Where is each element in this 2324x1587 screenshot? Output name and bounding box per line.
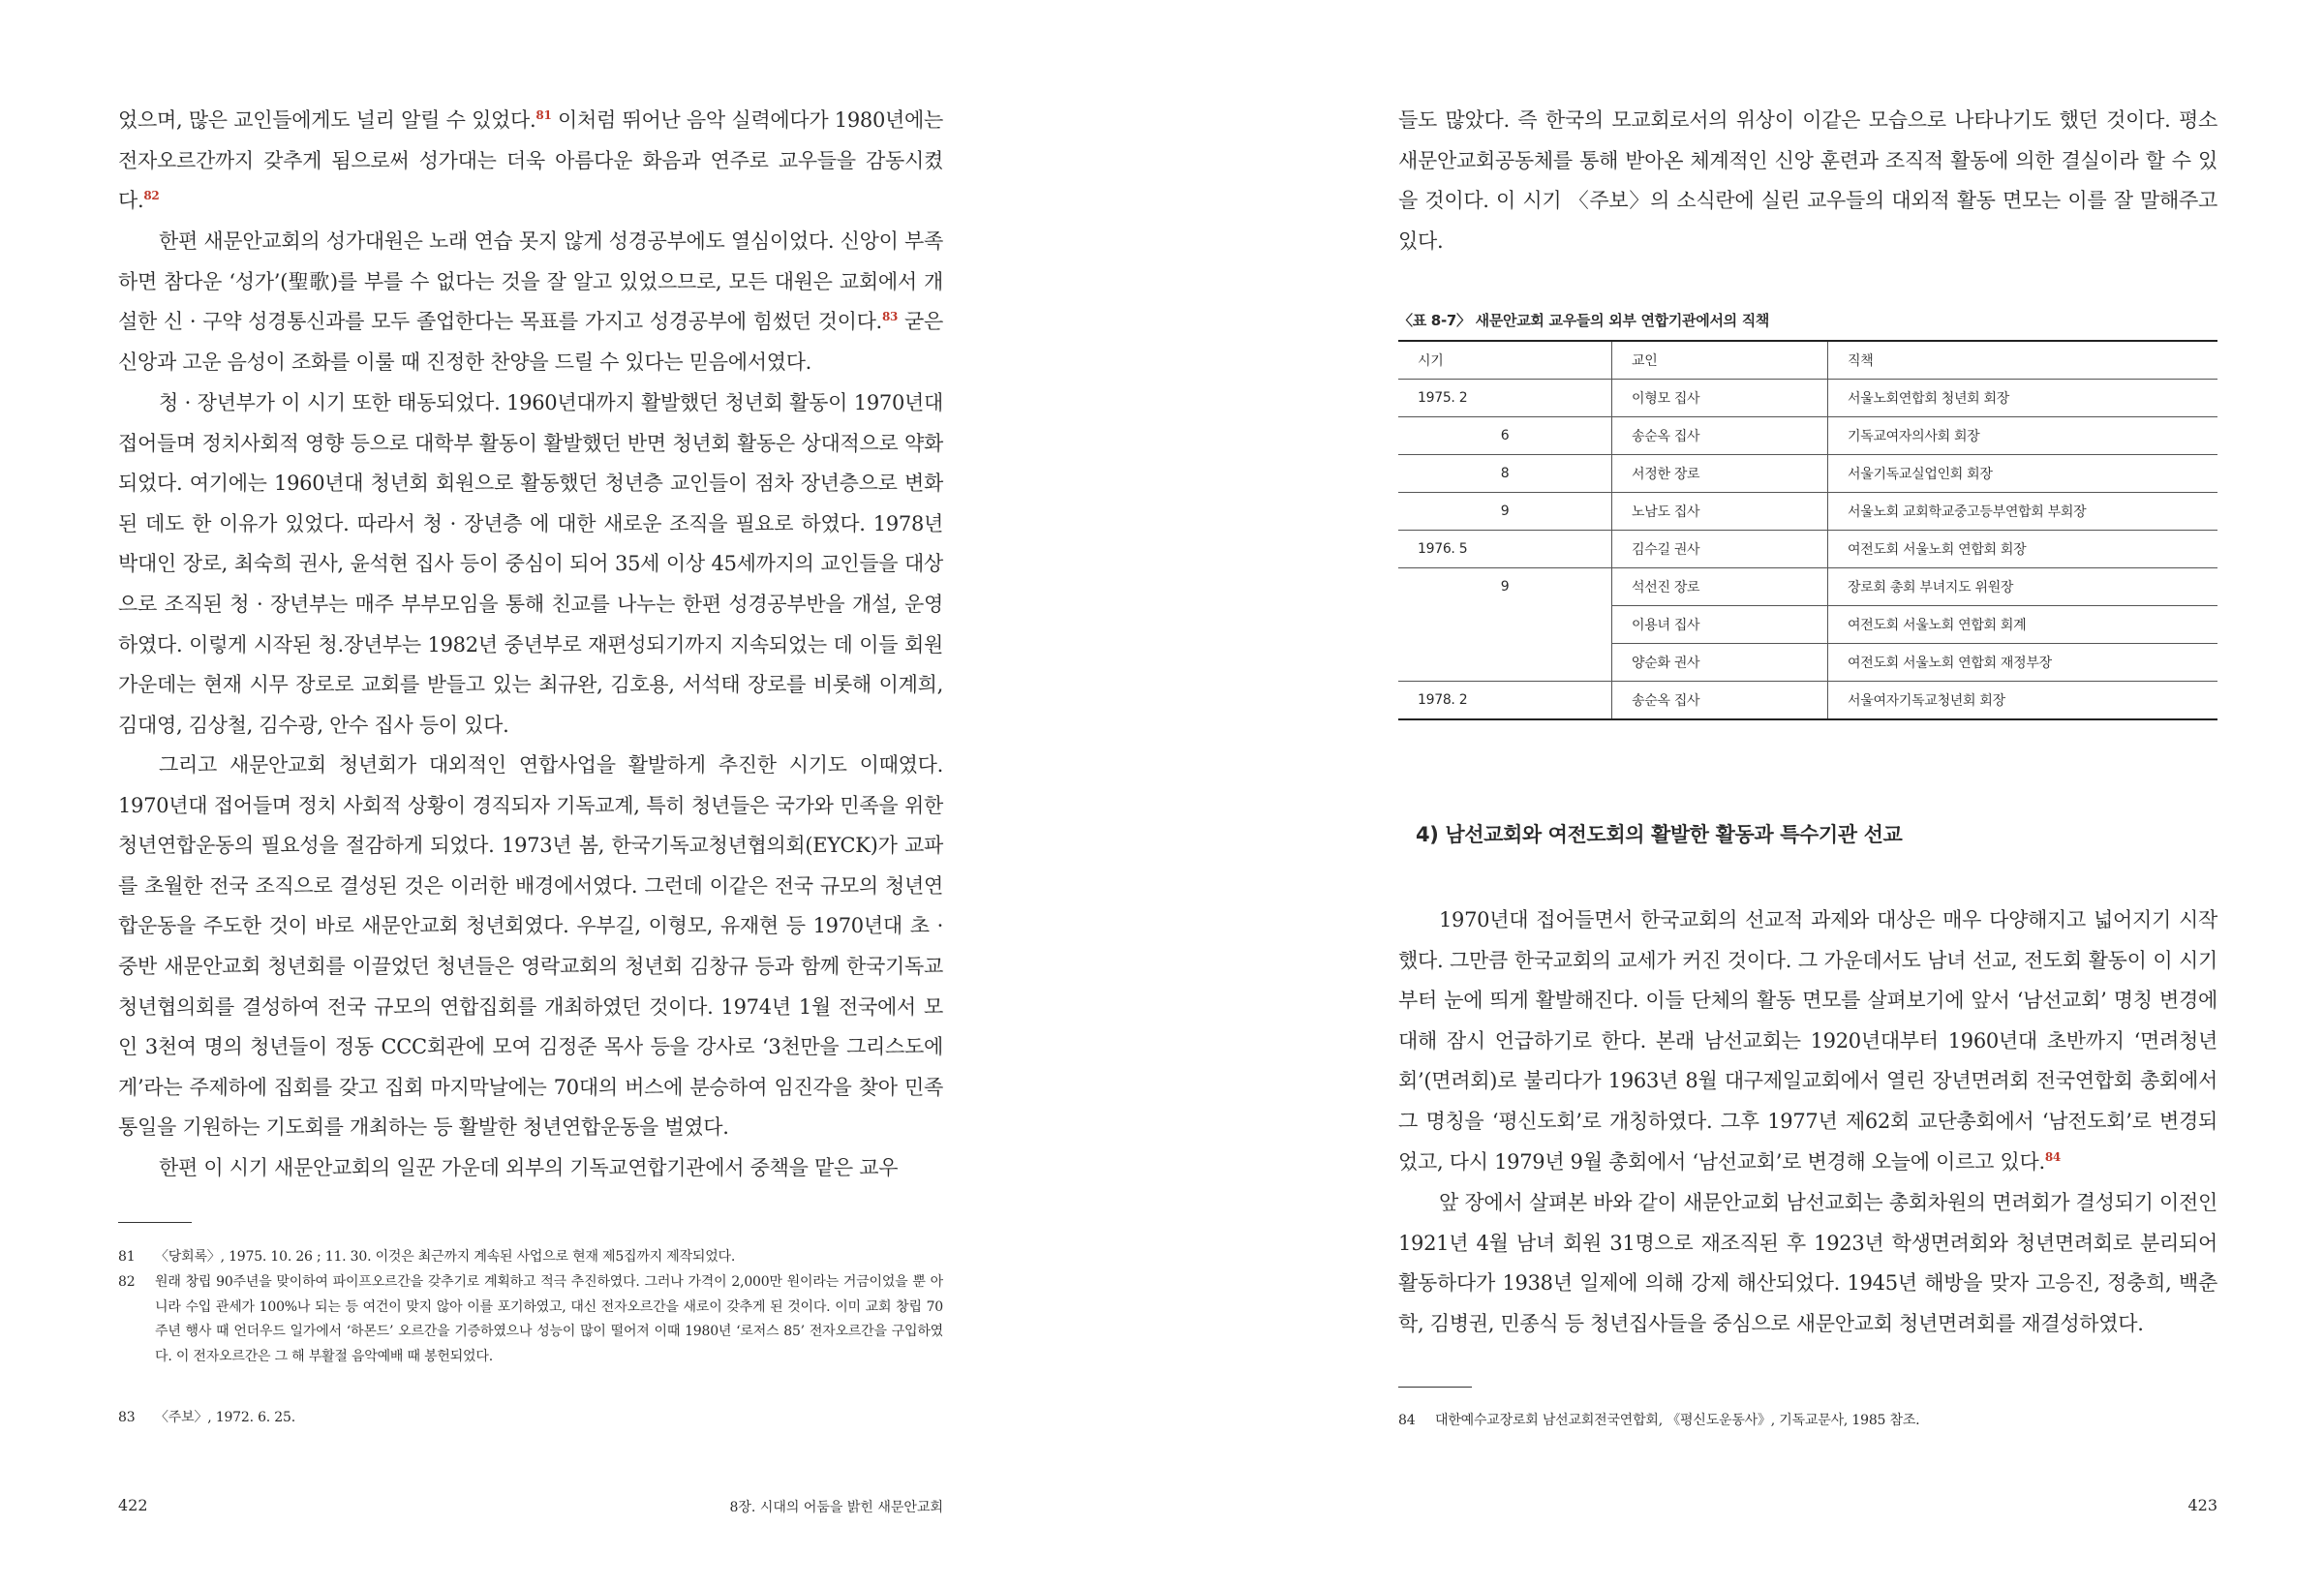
- table-cell-member: 이형모 집사: [1612, 380, 1828, 417]
- table-cell-member: 이용녀 집사: [1612, 606, 1828, 644]
- table-cell-period: 1978. 2: [1398, 682, 1612, 720]
- table-cell-position: 서울노회 교회학교중고등부연합회 부회장: [1828, 493, 2218, 531]
- table-row: [1398, 531, 2217, 568]
- table-cell-position: 서울여자기독교청년회 회장: [1828, 682, 2218, 720]
- table-cell-position: 기독교여자의사회 회장: [1828, 417, 2218, 455]
- body-paragraph: 앞 장에서 살펴본 바와 같이 새문안교회 남선교회는 총회차원의 면려회가 결성되기 이전인 1921년 4월 남녀 회원 31명으로 재조직된 후 1923년 학생면려회와 청년면려회로 분리되어 활동하다가 1938년 일제에 의해 강제 해산되었다. 1945년 해방을 맞자 고응진, 정충희, 백춘학, 김병권, 민종식 등 청년집사들을 중심으로 새문안교회 청년면려회를 재결성하였다.: [1398, 1191, 2217, 1335]
- body-paragraph: 1970년대 접어들면서 한국교회의 선교적 과제와 대상은 매우 다양해지고 넓어지기 시작했다. 그만큼 한국교회의 교세가 커진 것이다. 그 가운데서도 남녀 선교, 전도회 활동이 이 시기부터 눈에 띄게 활발해진다. 이들 단체의 활동 면모를 살펴보기에 앞서 ‘남선교회’ 명칭 변경에 대해 잠시 언급하기로 한다. 본래 남선교회는 1920년대부터 1960년대 초반까지 ‘면려청년회’(면려회)로 불리다가 1963년 8월 대구제일교회에서 열린 장년면려회 전국연합회 총회에서 그 명칭을 ‘평신도회’로 개칭하였다. 그후 1977년 제62회 교단총회에서 ‘남전도회’로 변경되었고, 다시 1979년 9월 총회에서 ‘남선교회’로 변경해 오늘에 이르고 있다.$^{84}$: [1398, 908, 2217, 1174]
- table-cell-period: 1976. 5: [1398, 531, 1612, 568]
- table-cell-member: 서정한 장로: [1612, 455, 1828, 493]
- footnote-separator: [1398, 1387, 1472, 1388]
- table-cell-period: [1398, 606, 1612, 644]
- table-cell-position: 여전도회 서울노회 연합회 회계: [1828, 606, 2218, 644]
- body-paragraph: 청 · 장년부가 이 시기 또한 태동되었다. 1960년대까지 활발했던 청년회 활동이 1970년대 접어들며 정치사회적 영향 등으로 대학부 활동이 활발했던 반면 청년회 활동은 상대적으로 약화되었다. 여기에는 1960년대 청년회 회원으로 활동했던 청년층 교인들이 점차 장년층으로 변화된 데도 한 이유가 있었다. 따라서 청 · 장년층 에 대한 새로운 조직을 필요로 하였다. 1978년 박대인 장로, 최숙희 권사, 윤석현 집사 등이 중심이 되어 35세 이상 45세까지의 교인들을 대상으로 조직된 청 · 장년부는 매주 부부모임을 통해 친교를 나누는 한편 성경공부반을 개설, 운영하였다. 이렇게 시작된 청.장년부는 1982년 중년부로 재편성되기까지 지속되었는 데 이들 회원 가운데는 현재 시무 장로로 교회를 받들고 있는 최규완, 김호용, 서석태 장로를 비롯해 이계희, 김대영, 김상철, 김수광, 안수 집사 등이 있다.: [118, 391, 943, 737]
- footnote-number: 81: [118, 1249, 136, 1265]
- table-cell-position: 여전도회 서울노회 연합회 회장: [1828, 531, 2218, 568]
- footnote-text: 〈주보〉, 1972. 6. 25.: [155, 1410, 295, 1425]
- table-cell-period: 8: [1398, 455, 1612, 493]
- table-cell-period: 6: [1398, 417, 1612, 455]
- page-number: 422: [118, 1496, 148, 1514]
- table-header-row: [1398, 341, 2217, 380]
- footnote-separator: [118, 1222, 192, 1223]
- table-row: [1398, 455, 2217, 493]
- body-paragraph: 한편 새문안교회의 성가대원은 노래 연습 못지 않게 성경공부에도 열심이었다. 신앙이 부족하면 참다운 ‘성가’(聖歌)를 부를 수 없다는 것을 잘 알고 있었으므로, 모든 대원은 교회에서 개설한 신 · 구약 성경통신과를 모두 졸업한다는 목표를 가지고 성경공부에 힘썼던 것이다.$^{83}$ 굳은 신앙과 고운 음성이 조화를 이룰 때 진정한 찬양을 드릴 수 있다는 믿음에서였다.: [118, 229, 943, 374]
- body-paragraph: 었으며, 많은 교인들에게도 널리 알릴 수 있었다.$^{81}$ 이처럼 뛰어난 음악 실력에다가 1980년에는 전자오르간까지 갖추게 됨으로써 성가대는 더욱 아름다운 화음과 연주로 교우들을 감동시켰다.$^{82}$: [118, 108, 943, 213]
- table-row: [1398, 606, 2217, 644]
- body-paragraph: 한편 이 시기 새문안교회의 일꾼 가운데 외부의 기독교연합기관에서 중책을 맡은 교우: [159, 1156, 899, 1179]
- table-cell-member: 양순화 권사: [1612, 644, 1828, 682]
- table-cell-member: 송순옥 집사: [1612, 682, 1828, 720]
- body-paragraph: 들도 많았다. 즉 한국의 모교회로서의 위상이 이같은 모습으로 나타나기도 했던 것이다. 평소 새문안교회공동체를 통해 받아온 체계적인 신앙 훈련과 조직적 활동에 의한 결실이라 할 수 있을 것이다. 이 시기 〈주보〉의 소식란에 실린 교우들의 대외적 활동 면모는 이를 잘 말해주고 있다.: [1398, 108, 2217, 253]
- running-head: 8장. 시대의 어둠을 밝힌 새문안교회: [729, 1500, 943, 1515]
- table-row: [1398, 493, 2217, 531]
- column-header: 직책: [1828, 341, 2218, 380]
- table-row: [1398, 417, 2217, 455]
- table-cell-period: 9: [1398, 493, 1612, 531]
- table-row: [1398, 644, 2217, 682]
- table-cell-position: 여전도회 서울노회 연합회 재정부장: [1828, 644, 2218, 682]
- right-page: [1162, 0, 2324, 1587]
- table-cell-member: 송순옥 집사: [1612, 417, 1828, 455]
- footnote-text: 〈당회록〉, 1975. 10. 26 ; 11. 30. 이것은 최근까지 계속된 사업으로 현재 제5집까지 제작되었다.: [155, 1249, 736, 1265]
- column-header: 시기: [1398, 341, 1612, 380]
- table-cell-period: [1398, 644, 1612, 682]
- footnote-text: 대한예수교장로회 남선교회전국연합회, 《평신도운동사》, 기독교문사, 1985 참조.: [1435, 1413, 1920, 1428]
- table-row: [1398, 682, 2217, 720]
- table-cell-member: 노남도 집사: [1612, 493, 1828, 531]
- page-number: 423: [2187, 1496, 2217, 1514]
- footnote-number: 84: [1398, 1413, 1416, 1428]
- footnote-83: [118, 1406, 943, 1431]
- footnote-number: 82: [118, 1274, 136, 1290]
- table-row: [1398, 380, 2217, 417]
- footnote-82: [118, 1270, 943, 1369]
- table-cell-member: 석선진 장로: [1612, 568, 1828, 606]
- footnote-84: [1398, 1409, 2217, 1434]
- table-cell-period: 9: [1500, 579, 1510, 595]
- footnote-81: [118, 1245, 943, 1270]
- table-row: [1398, 568, 2217, 606]
- table-cell-member: 김수길 권사: [1612, 531, 1828, 568]
- table-cell-period: 1975. 2: [1398, 380, 1612, 417]
- table-cell-position: 서울기독교실업인회 회장: [1828, 455, 2218, 493]
- body-paragraph: 그리고 새문안교회 청년회가 대외적인 연합사업을 활발하게 추진한 시기도 이때였다. 1970년대 접어들며 정치 사회적 상황이 경직되자 기독교계, 특히 청년들은 국가와 민족을 위한 청년연합운동의 필요성을 절감하게 되었다. 1973년 봄, 한국기독교청년협의회(EYCK)가 교파를 초월한 전국 조직으로 결성된 것은 이러한 배경에서였다. 그런데 이같은 전국 규모의 청년연합운동을 주도한 것이 바로 새문안교회 청년회였다. 우부길, 이형모, 유재현 등 1970년대 초 · 중반 새문안교회 청년회를 이끌었던 청년들은 영락교회의 청년회 김창규 등과 함께 한국기독교청년협의회를 결성하여 전국 규모의 연합집회를 개최하였던 것이다. 1974년 1월 전국에서 모인 3천여 명의 청년들이 정동 CCC회관에 모여 김정준 목사 등을 강사로 ‘3천만을 그리스도에게’라는 주제하에 집회를 갖고 집회 마지막날에는 70대의 버스에 분승하여 임진각을 찾아 민족통일을 기원하는 기도회를 개최하는 등 활발한 청년연합운동을 벌였다.: [118, 753, 943, 1140]
- column-header: 교인: [1612, 341, 1828, 380]
- table-cell-position: 서울노회연합회 청년회 회장: [1828, 380, 2218, 417]
- table-cell-position: 장로회 총회 부녀지도 위원장: [1828, 568, 2218, 606]
- footnote-text: 원래 창립 90주년을 맞이하여 파이프오르간을 갖추기로 계획하고 적극 추진하였다. 그러나 가격이 2,000만 원이라는 거금이었을 뿐 아니라 수입 관세가 100%나 되는 등 여건이 맞지 않아 이를 포기하였고, 대신 전자오르간을 새로이 갖추게 된 것이다. 이미 교회 창립 70주년 행사 때 언더우드 일가에서 ‘하몬드’ 오르간을 기증하였으나 성능이 많이 떨어져 이때 1980년 ‘로저스 85’ 전자오르간을 구입하였다. 이 전자오르간은 그 해 부활절 음악예배 때 봉헌되었다.: [155, 1274, 943, 1364]
- section-title: 4) 남선교회와 여전도회의 활발한 활동과 특수기관 선교: [1416, 823, 1903, 846]
- footnote-number: 83: [118, 1410, 136, 1425]
- table-title: 〈표 8-7〉 새문안교회 교우들의 외부 연합기관에서의 직책: [1398, 312, 1770, 329]
- positions-table: [1398, 340, 2217, 720]
